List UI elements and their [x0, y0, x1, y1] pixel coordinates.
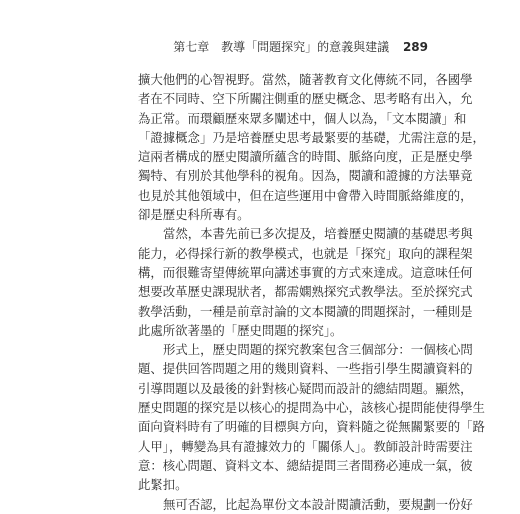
text-line: 意：核心問題、資料文本、總結提問三者間務必連成一氣，彼	[138, 457, 473, 473]
text-line: 擴大他們的心智視野。當然，隨著教育文化傳統不同，各國學	[138, 72, 473, 87]
text-line: 面向資料時有了明確的目標與方向，資料隨之從無關緊要的「路	[138, 419, 485, 435]
text-line: 者在不同時、空下所關注側重的歷史概念、思考略有出入，允	[138, 91, 473, 107]
text-line: 此處所欲著墨的「歷史問題的探究」。	[138, 322, 343, 338]
chapter-title: 教導「問題探究」的意義與建議	[221, 40, 390, 54]
text-line: 也見於其他領域中，但在這些運用中會帶入時間脈絡維度的，	[138, 187, 473, 203]
chapter-label: 第七章	[173, 40, 210, 54]
body-text	[138, 70, 485, 514]
paragraph	[138, 70, 485, 224]
text-line: 此緊扣。	[138, 477, 188, 493]
text-line: 當然，本書先前已多次提及，培養歷史閱讀的基礎思考與	[163, 226, 473, 242]
text-line: 「證據概念」乃是培養歷史思考最緊要的基礎，尤需注意的是，	[138, 129, 485, 145]
text-line: 這兩者構成的歷史閱讀所蘊含的時間、脈絡向度，正是歷史學	[138, 149, 473, 165]
text-line: 形式上，歷史問題的探究教案包含三個部分：一個核心問	[163, 342, 473, 358]
text-line: 構，而很難寄望傳統單向講述事實的方式來達成。這意味任何	[138, 264, 473, 280]
text-line: 卻是歷史科所專有。	[138, 207, 250, 223]
text-line: 無可否認，比起為單份文本設計閱讀活動，要規劃一份好	[163, 496, 473, 512]
text-line: 教學活動，一種是前章討論的文本閱讀的問題探討，一種則是	[138, 303, 473, 319]
text-line: 人甲」，轉變為具有證據效力的「關係人」。教師設計時需要注	[138, 438, 473, 454]
paragraph	[138, 495, 473, 514]
text-line: 為正常。而環顧歷來眾多闡述中，個人以為，「文本閱讀」和	[138, 110, 467, 126]
text-line: 獨特、有別於其他學科的視角。因為，閱讀和證據的方法畢竟	[138, 168, 473, 184]
page-number: 289	[402, 40, 428, 54]
paragraph	[138, 224, 473, 340]
text-line: 引導問題以及最後的針對核心疑問而設計的總結問題。顯然，	[138, 380, 473, 396]
text-line: 想要改革歷史課現狀者，都需嫻熟探究式教學法。至於探究式	[138, 284, 473, 300]
text-line: 能力，必得採行新的教學模式，也就是「探究」取向的課程架	[138, 245, 473, 261]
paragraph	[138, 340, 485, 494]
text-line: 歷史問題的探究是以核心的提問為中心，該核心提問能使得學生	[138, 400, 485, 416]
running-header	[173, 40, 428, 54]
text-line: 題、提供回答問題之用的幾則資料、一些指引學生閱讀資料的	[138, 361, 473, 377]
